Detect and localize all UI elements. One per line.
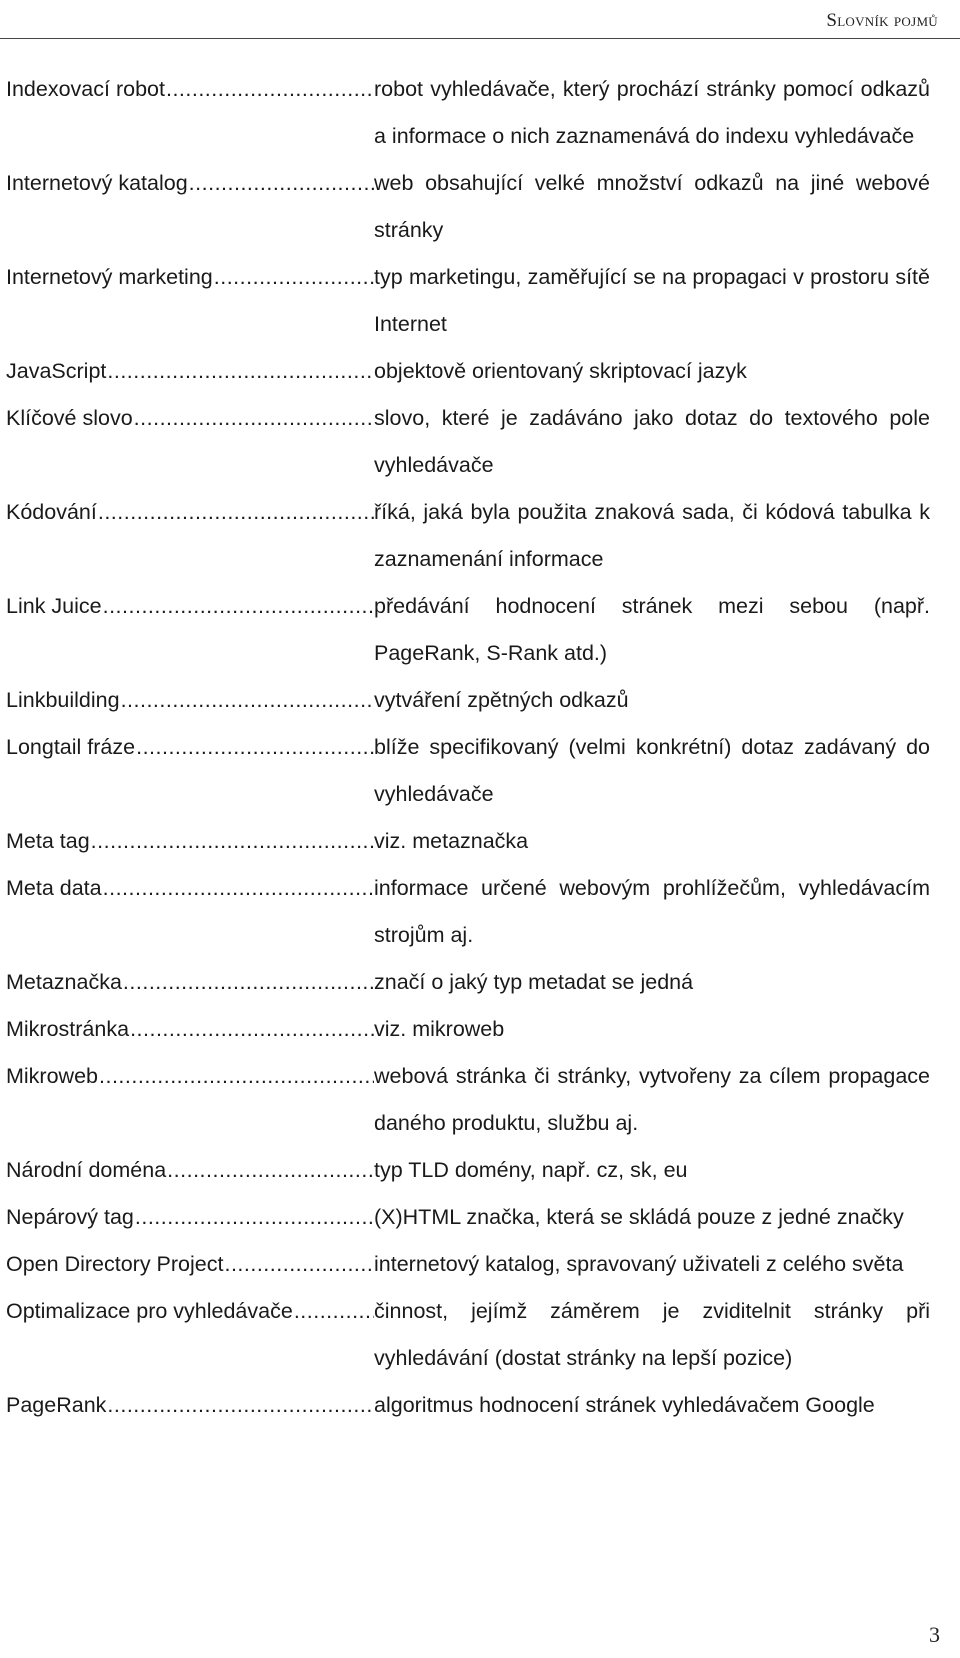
glossary-entry xyxy=(6,1053,930,1147)
dot-leader xyxy=(166,66,374,160)
glossary-entry xyxy=(6,1147,930,1194)
glossary-definition: slovo, které je zadáváno jako dotaz do textového pole vyhledávače xyxy=(374,406,930,477)
glossary-entry xyxy=(6,865,930,959)
glossary-entry xyxy=(6,818,930,865)
dot-leader xyxy=(214,254,374,348)
dot-leader xyxy=(130,1006,374,1053)
page-number: 3 xyxy=(929,1622,940,1647)
dot-leader xyxy=(189,160,374,254)
glossary-definition: web obsahující velké množství odkazů na jiné webové stránky xyxy=(374,171,930,242)
glossary-entry xyxy=(6,1006,930,1053)
glossary-entry xyxy=(6,1288,930,1382)
glossary-term: Linkbuilding xyxy=(6,688,120,712)
dot-leader xyxy=(107,1382,374,1429)
glossary-definition: předávání hodnocení stránek mezi sebou (např. PageRank, S-Rank atd.) xyxy=(374,594,930,665)
dot-leader xyxy=(98,489,374,583)
glossary-term: Kódování xyxy=(6,500,97,524)
glossary-term: Internetový katalog xyxy=(6,171,188,195)
dot-leader xyxy=(103,865,374,959)
glossary-term: Nepárový tag xyxy=(6,1205,134,1229)
glossary-entry xyxy=(6,959,930,1006)
glossary-entry xyxy=(6,254,930,348)
dot-leader xyxy=(294,1288,374,1382)
glossary-entry xyxy=(6,724,930,818)
glossary-entry xyxy=(6,160,930,254)
glossary-definition: typ marketingu, zaměřující se na propagaci v prostoru sítě Internet xyxy=(374,265,930,336)
glossary-definition: viz. metaznačka xyxy=(374,829,529,853)
glossary-entry xyxy=(6,677,930,724)
glossary-term: Link Juice xyxy=(6,594,102,618)
glossary-term: PageRank xyxy=(6,1393,107,1417)
glossary-definition: webová stránka či stránky, vytvořeny za cílem propagace daného produktu, službu aj. xyxy=(374,1064,930,1135)
glossary-term: JavaScript xyxy=(6,359,107,383)
glossary-entry xyxy=(6,583,930,677)
glossary-definition: informace určené webovým prohlížečům, vyhledávacím strojům aj. xyxy=(374,876,930,947)
glossary-definition: blíže specifikovaný (velmi konkrétní) dotaz zadávaný do vyhledávače xyxy=(374,735,930,806)
glossary-term: Open Directory Project xyxy=(6,1252,224,1276)
glossary-term: Meta tag xyxy=(6,829,90,853)
glossary-term: Internetový marketing xyxy=(6,265,213,289)
dot-leader xyxy=(224,1241,374,1288)
dot-leader xyxy=(91,818,374,865)
glossary-definition: vytváření zpětných odkazů xyxy=(374,688,629,712)
glossary-term: Mikroweb xyxy=(6,1064,98,1088)
dot-leader xyxy=(103,583,374,677)
glossary-definition: činnost, jejímž záměrem je zviditelnit stránky při vyhledávání (dostat stránky na lepší pozice) xyxy=(374,1299,930,1370)
glossary-definition: internetový katalog, spravovaný uživateli z celého světa xyxy=(374,1252,904,1276)
glossary-definition: algoritmus hodnocení stránek vyhledávačem Google xyxy=(374,1393,875,1417)
glossary-definition: (X)HTML značka, která se skládá pouze z jedné značky xyxy=(374,1205,904,1229)
glossary-term: Mikrostránka xyxy=(6,1017,130,1041)
dot-leader xyxy=(134,395,374,489)
glossary-definition: objektově orientovaný skriptovací jazyk xyxy=(374,359,747,383)
dot-leader xyxy=(99,1053,374,1147)
glossary-definition: značí o jaký typ metadat se jedná xyxy=(374,970,694,994)
glossary-entry xyxy=(6,1241,930,1288)
glossary-definition: viz. mikroweb xyxy=(374,1017,505,1041)
glossary-entry xyxy=(6,66,930,160)
glossary-list xyxy=(6,66,930,1429)
dot-leader xyxy=(107,348,374,395)
running-header: Slovník pojmů xyxy=(826,10,938,31)
dot-leader xyxy=(135,1194,374,1241)
glossary-definition: říká, jaká byla použita znaková sada, či kódová tabulka k zaznamenání informace xyxy=(374,500,930,571)
glossary-definition: robot vyhledávače, který prochází stránky pomocí odkazů a informace o nich zaznamenává do indexu vyhledávače xyxy=(374,77,930,148)
glossary-term: Indexovací robot xyxy=(6,77,165,101)
glossary-entry xyxy=(6,1194,930,1241)
dot-leader xyxy=(167,1147,374,1194)
glossary-definition: typ TLD domény, např. cz, sk, eu xyxy=(374,1158,688,1182)
glossary-term: Optimalizace pro vyhledávače xyxy=(6,1299,293,1323)
glossary-entry xyxy=(6,348,930,395)
glossary-term: Meta data xyxy=(6,876,102,900)
glossary-entry xyxy=(6,489,930,583)
header-rule xyxy=(0,38,960,39)
dot-leader xyxy=(123,959,374,1006)
glossary-term: Metaznačka xyxy=(6,970,122,994)
glossary-term: Národní doména xyxy=(6,1158,167,1182)
dot-leader xyxy=(136,724,374,818)
dot-leader xyxy=(121,677,374,724)
glossary-entry xyxy=(6,395,930,489)
glossary-entry xyxy=(6,1382,930,1429)
glossary-term: Longtail fráze xyxy=(6,735,136,759)
glossary-term: Klíčové slovo xyxy=(6,406,133,430)
